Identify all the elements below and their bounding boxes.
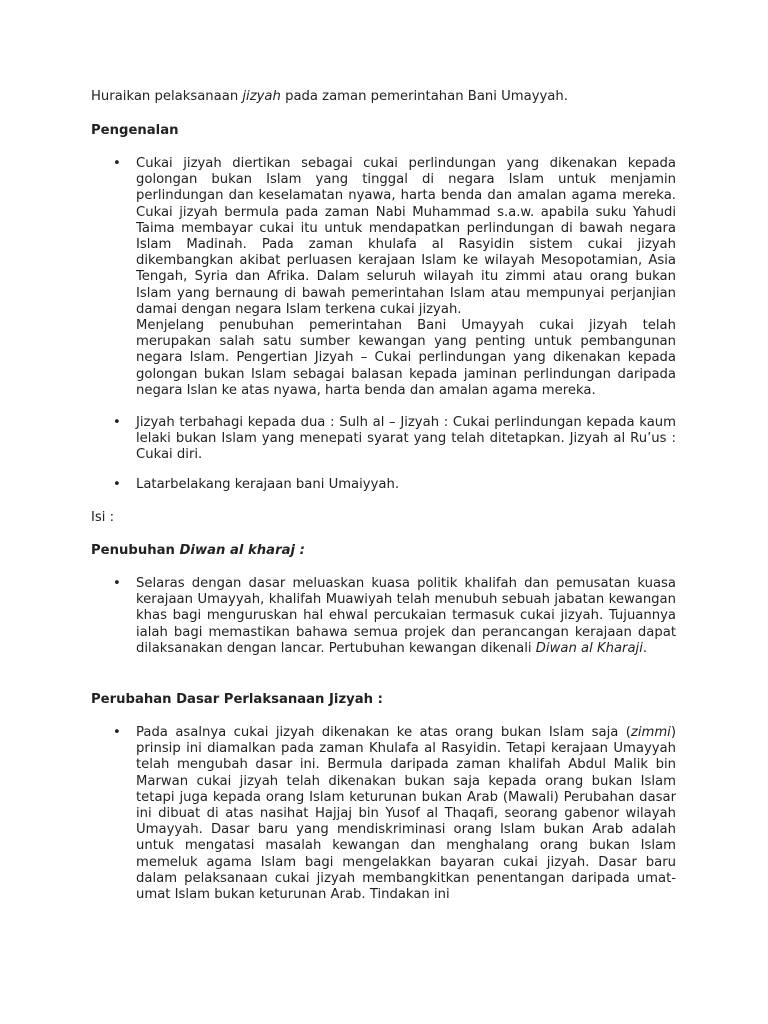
question-line — [91, 89, 568, 105]
bullet-icon: • — [113, 477, 121, 492]
list-item — [136, 576, 676, 657]
paragraph-text: Jizyah terbahagi kepada dua : Sulh al – Jizyah : Cukai perlindungan kepada kaum lelaki bukan Islam yang menepati syarat yang telah ditetapkan. Jizyah al Ru’us : Cukai diri. — [136, 415, 676, 463]
bullet-icon: • — [113, 576, 121, 591]
heading-diwan — [91, 543, 305, 559]
bullet-icon: • — [113, 725, 121, 740]
paragraph-text: Latarbelakang kerajaan bani Umaiyyah. — [136, 477, 400, 492]
paragraph-text: Menjelang penubuhan pemerintahan Bani Umayyah cukai jizyah telah merupakan salah satu sumber kewangan yang penting untuk pembangunan negara Islam. Pengertian Jizyah – Cukai perlindungan yang dikenakan kepada golongan bukan Islam sebagai balasan kepada jaminan perlindungan daripada negara Islan ke atas nyawa, harta benda dan amalan agama mereka. — [136, 318, 676, 398]
heading-diwan-pre: Penubuhan — [91, 543, 180, 558]
heading-diwan-emphasis: Diwan al kharaj : — [179, 543, 305, 558]
perubahan-post: ) prinsip ini diamalkan pada zaman Khulafa al Rasyidin. Tetapi kerajaan Umayyah telah mengubah dasar ini. Bermula daripada zaman khalifah Abdul Malik bin Marwan cukai jizyah telah dikenakan bukan saja kepada orang bukan Islam tetapi juga kepada orang Islam keturunan bukan Arab (Mawali) Perubahan dasar ini dibuat di atas nasihat Hajjaj bin Yusof al Thaqafi, seorang gabenor wilayah Umayyah. Dasar baru yang mendiskriminasi orang Islam bukan Arab adalah untuk mengatasi masalah kewangan dan menghalang orang bukan Islam memeluk agama Islam bagi mengelakkan bayaran cukai jizyah. Dasar baru dalam pelaksanaan cukai jizyah membangkitkan penentangan daripada umat-umat Islam bukan keturunan Arab. Tindakan ini — [136, 725, 676, 903]
question-pre: Huraikan pelaksanaan — [91, 89, 243, 104]
list-item — [136, 725, 676, 903]
bullet-icon: • — [113, 415, 121, 430]
paragraph-text: Cukai jizyah diertikan sebagai cukai perlindungan yang dikenakan kepada golongan bukan Islam yang tinggal di negara Islam untuk menjamin perlindungan dan keselamatan nyawa, harta benda dan amalan agama mereka. Cukai jizyah bermula pada zaman Nabi Muhammad s.a.w. apabila suku Yahudi Taima membayar cukai itu untuk mendapatkan perlindungan di bawah negara Islam Madinah. Pada zaman khulafa al Rasyidin sistem cukai jizyah dikembangkan akibat perluasen kerajaan Islam ke wilayah Mesopotamian, Asia Tengah, Syria dan Afrika. Dalam seluruh wilayah itu zimmi atau orang bukan Islam yang bernaung di bawah pemerintahan Islam atau mempunyai perjanjian damai dengan negara Islam terkena cukai jizyah. — [136, 156, 676, 317]
heading-perubahan: Perubahan Dasar Perlaksanaan Jizyah : — [91, 692, 383, 707]
question-emphasis: jizyah — [242, 89, 281, 104]
list-item — [136, 415, 676, 464]
perubahan-emphasis: zimmi — [630, 725, 671, 740]
perubahan-pre: Pada asalnya cukai jizyah dikenakan ke atas orang bukan Islam saja ( — [136, 725, 631, 740]
diwan-text: Selaras dengan dasar meluaskan kuasa politik khalifah dan pemusatan kuasa kerajaan Umayyah, khalifah Muawiyah telah menubuh sebuah jabatan kewangan khas bagi menguruskan hal ehwal percukaian termasuk cukai jizyah. Tujuannya ialah bagi memastikan bahawa semua projek dan perancangan kerajaan dapat dilaksanakan dengan lancar. Pertubuhan kewangan dikenali — [136, 576, 676, 656]
diwan-emphasis: Diwan al Kharaji — [535, 640, 643, 656]
heading-pengenalan: Pengenalan — [91, 123, 179, 138]
paragraph-text — [136, 725, 676, 903]
diwan-end: . — [642, 640, 648, 656]
list-item — [136, 477, 676, 493]
isi-label: Isi : — [91, 510, 115, 525]
list-item — [136, 156, 676, 399]
question-post: pada zaman pemerintahan Bani Umayyah. — [280, 89, 568, 104]
paragraph-text — [136, 576, 676, 657]
bullet-icon: • — [113, 156, 121, 171]
